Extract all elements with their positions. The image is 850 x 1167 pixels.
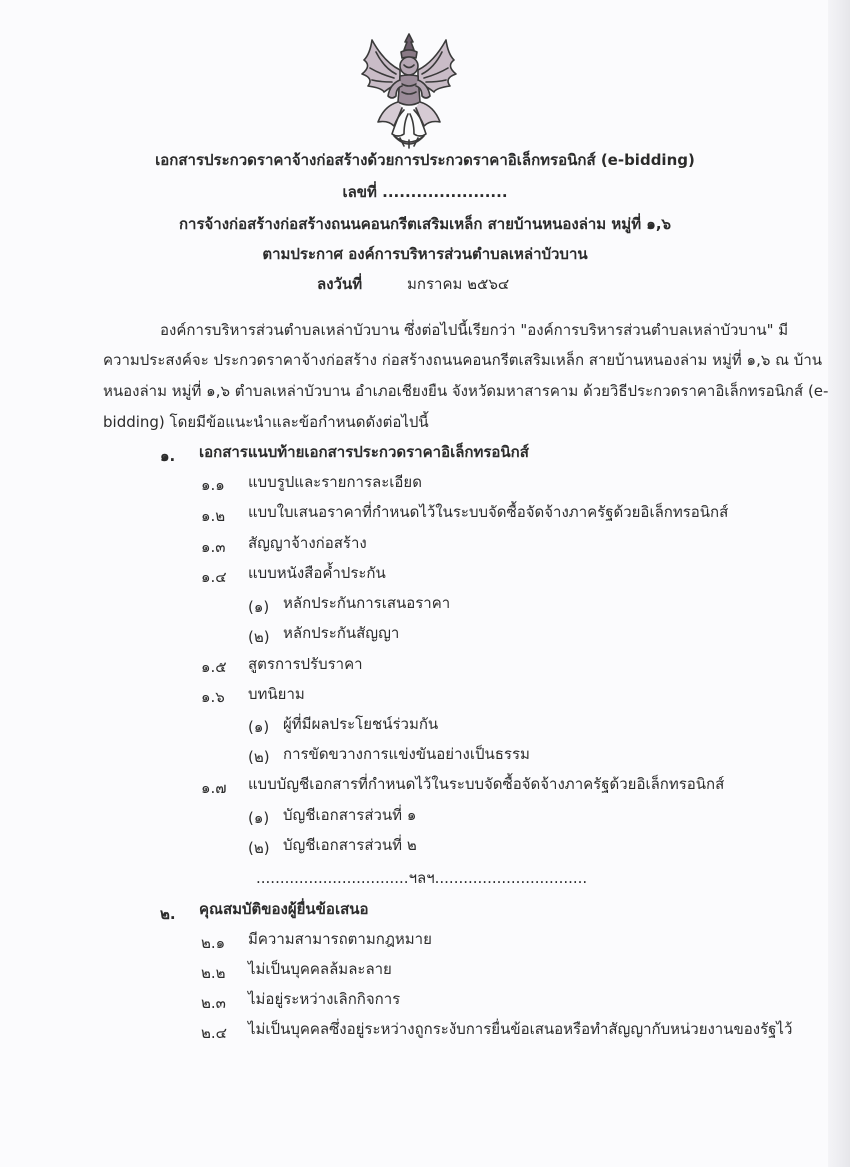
announcement-line: ตามประกาศ องค์การบริหารส่วนตำบลเหล่าบัวบาน (262, 245, 588, 263)
intro-line-1: องค์การบริหารส่วนตำบลเหล่าบัวบาน ซึ่งต่อไปนี้เรียกว่า "องค์การบริหารส่วนตำบลเหล่าบัวบาน" มี (160, 321, 789, 339)
date-label: ลงวันที่ (317, 275, 363, 293)
section-2-number: ๒. (160, 905, 176, 923)
subitem-text: หลักประกันการเสนอราคา (283, 594, 451, 612)
section-1-number: ๑. (160, 447, 176, 465)
item-number: ๒.๒ (201, 964, 226, 982)
garuda-emblem-icon (354, 30, 464, 152)
document-number: เลขที่ ...................... (342, 183, 508, 201)
subitem-number: (๑) (248, 809, 270, 827)
subitem-number: (๒) (248, 748, 270, 766)
item-text: บทนิยาม (248, 685, 305, 703)
item-number: ๒.๔ (201, 1024, 228, 1042)
item-text: แบบบัญชีเอกสารที่กำหนดไว้ในระบบจัดซื้อจัดจ้างภาครัฐด้วยอิเล็กทรอนิกส์ (248, 775, 725, 793)
item-number: ๑.๖ (201, 688, 225, 706)
item-text: แบบใบเสนอราคาที่กำหนดไว้ในระบบจัดซื้อจัดจ้างภาครัฐด้วยอิเล็กทรอนิกส์ (248, 503, 729, 521)
item-number: ๒.๓ (201, 994, 226, 1012)
intro-line-3: หนองล่าม หมู่ที่ ๑,๖ ตำบลเหล่าบัวบาน อำเภอเชียงยืน จังหวัดมหาสารคาม ด้วยวิธีประกวดราคาอิเล็กทรอนิกส์ (e- (103, 382, 829, 400)
item-text: สูตรการปรับราคา (248, 655, 363, 673)
item-text: ไม่เป็นบุคคลล้มละลาย (248, 960, 392, 978)
item-number: ๑.๕ (201, 658, 227, 676)
item-number: ๑.๑ (201, 476, 225, 494)
item-text: ไม่อยู่ระหว่างเลิกกิจการ (248, 990, 401, 1008)
item-number: ๒.๑ (201, 934, 226, 952)
subitem-number: (๑) (248, 718, 270, 736)
subitem-text: ผู้ที่มีผลประโยชน์ร่วมกัน (283, 715, 439, 733)
project-name: การจ้างก่อสร้างก่อสร้างถนนคอนกรีตเสริมเหล็ก สายบ้านหนองล่าม หมู่ที่ ๑,๖ (178, 215, 672, 233)
section-1-title: เอกสารแนบท้ายเอกสารประกวดราคาอิเล็กทรอนิกส์ (199, 443, 529, 461)
subitem-number: (๑) (248, 598, 270, 616)
subitem-text: บัญชีเอกสารส่วนที่ ๑ (283, 806, 417, 824)
item-number: ๑.๒ (201, 507, 226, 525)
intro-line-2: ความประสงค์จะ ประกวดราคาจ้างก่อสร้าง ก่อสร้างถนนคอนกรีตเสริมเหล็ก สายบ้านหนองล่าม หมู่ที่ ๑,๖ ณ บ้าน (103, 351, 823, 369)
section-2-title: คุณสมบัติของผู้ยื่นข้อเสนอ (199, 900, 369, 918)
document-title: เอกสารประกวดราคาจ้างก่อสร้างด้วยการประกวดราคาอิเล็กทรอนิกส์ (e-bidding) (155, 151, 695, 169)
date-value: มกราคม ๒๕๖๔ (407, 275, 510, 293)
item-number: ๑.๓ (201, 538, 226, 556)
item-text: แบบรูปและรายการละเอียด (248, 473, 422, 491)
subitem-text: การขัดขวางการแข่งขันอย่างเป็นธรรม (283, 745, 530, 763)
item-number: ๑.๔ (201, 568, 227, 586)
item-text: สัญญาจ้างก่อสร้าง (248, 534, 367, 552)
item-number: ๑.๗ (201, 779, 227, 797)
ellipsis-etc: ................................ฯลฯ................................ (256, 869, 588, 887)
subitem-number: (๒) (248, 628, 270, 646)
subitem-number: (๒) (248, 839, 270, 857)
item-text: ไม่เป็นบุคคลซึ่งอยู่ระหว่างถูกระงับการยื่นข้อเสนอหรือทำสัญญากับหน่วยงานของรัฐไว้ (248, 1020, 793, 1038)
item-text: มีความสามารถตามกฎหมาย (248, 930, 432, 948)
item-text: แบบหนังสือค้ำประกัน (248, 564, 386, 582)
page-edge-shadow (828, 0, 850, 1167)
subitem-text: หลักประกันสัญญา (283, 624, 400, 642)
subitem-text: บัญชีเอกสารส่วนที่ ๒ (283, 836, 417, 854)
intro-line-4: bidding) โดยมีข้อแนะนำและข้อกำหนดดังต่อไปนี้ (103, 413, 429, 431)
